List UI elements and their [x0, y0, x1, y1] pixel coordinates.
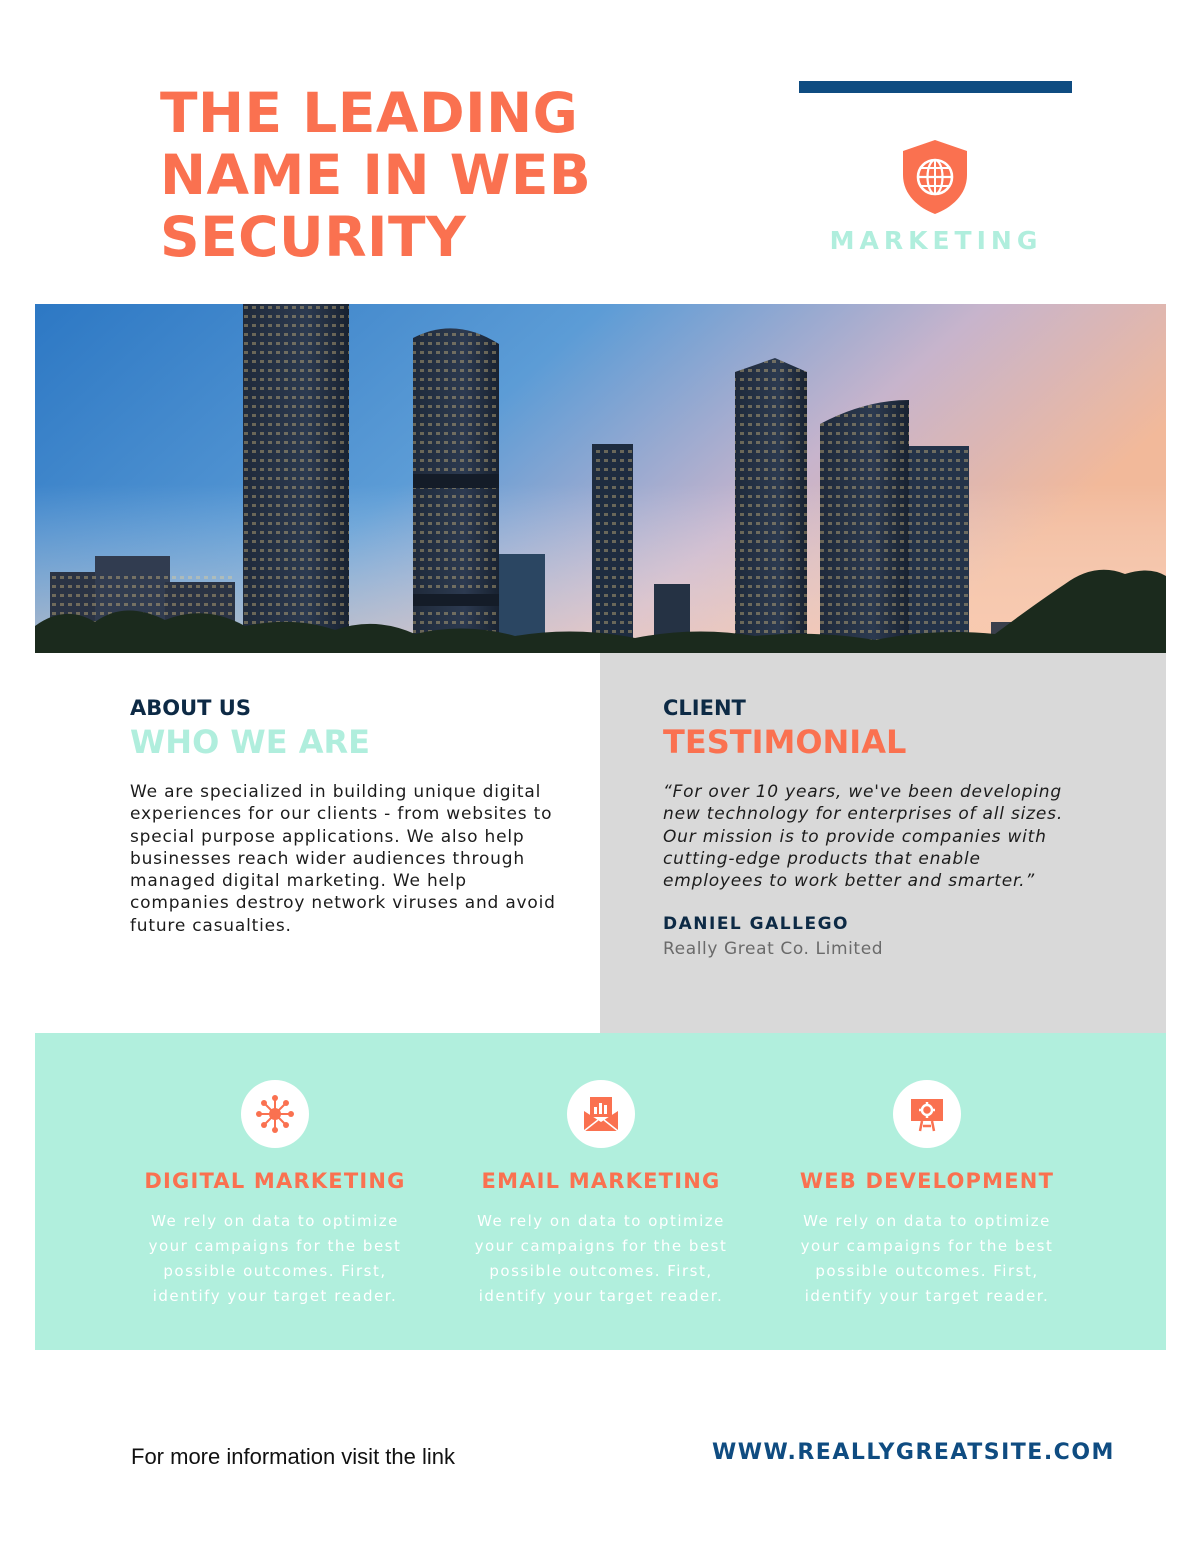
about-section: [35, 653, 600, 1033]
testimonial-quote: “For over 10 years, we've been developing new technology for enterprises of all sizes. Our mission is to provide companies with cutting-edge products that enable employees to work better and smarter.”: [663, 782, 1064, 892]
about-title: WHO WE ARE: [130, 723, 370, 761]
service-body: We rely on data to optimize your campaigns for the best possible outcomes. First, identify your target reader.: [148, 1212, 402, 1305]
testimonial-author: DANIEL GALLEGO: [663, 914, 849, 934]
page-headline: [160, 82, 640, 268]
about-kicker: ABOUT US: [130, 696, 251, 720]
brand-label: MARKETING: [829, 226, 1043, 255]
website-link[interactable]: WWW.REALLYGREATSITE.COM: [712, 1440, 1115, 1465]
testimonial-company: Really Great Co. Limited: [663, 939, 884, 959]
headline-line-1: THE LEADING: [160, 81, 579, 145]
footer-info: For more information visit the link: [131, 1444, 455, 1469]
headline-line-2: NAME IN WEB: [160, 143, 592, 207]
service-web-development: [777, 1033, 1077, 1350]
network-icon: [241, 1080, 309, 1148]
testimonial-kicker: CLIENT: [663, 696, 746, 720]
service-body: We rely on data to optimize your campaigns for the best possible outcomes. First, identify your target reader.: [800, 1212, 1054, 1305]
headline-line-3: SECURITY: [160, 205, 467, 269]
accent-bar: [799, 81, 1072, 93]
about-body: We are specialized in building unique digital experiences for our clients - from websites to special purpose applications. We also help businesses reach wider audiences through managed digital marketing. We help companies destroy network viruses and avoid future casualties.: [130, 782, 556, 936]
city-skyline-illustration: [35, 304, 1166, 653]
service-title: WEB DEVELOPMENT: [799, 1169, 1055, 1193]
service-body: We rely on data to optimize your campaigns for the best possible outcomes. First, identify your target reader.: [474, 1212, 728, 1305]
email-chart-icon: [567, 1080, 635, 1148]
hero-image: [35, 304, 1166, 653]
shield-globe-icon: [901, 139, 969, 215]
services-section: [35, 1033, 1166, 1350]
service-title: DIGITAL MARKETING: [144, 1169, 406, 1193]
testimonial-section: [600, 653, 1166, 1033]
monitor-gear-icon: [893, 1080, 961, 1148]
service-digital-marketing: [125, 1033, 425, 1350]
testimonial-title: TESTIMONIAL: [663, 723, 907, 761]
service-title: EMAIL MARKETING: [481, 1169, 721, 1193]
service-email-marketing: [451, 1033, 751, 1350]
